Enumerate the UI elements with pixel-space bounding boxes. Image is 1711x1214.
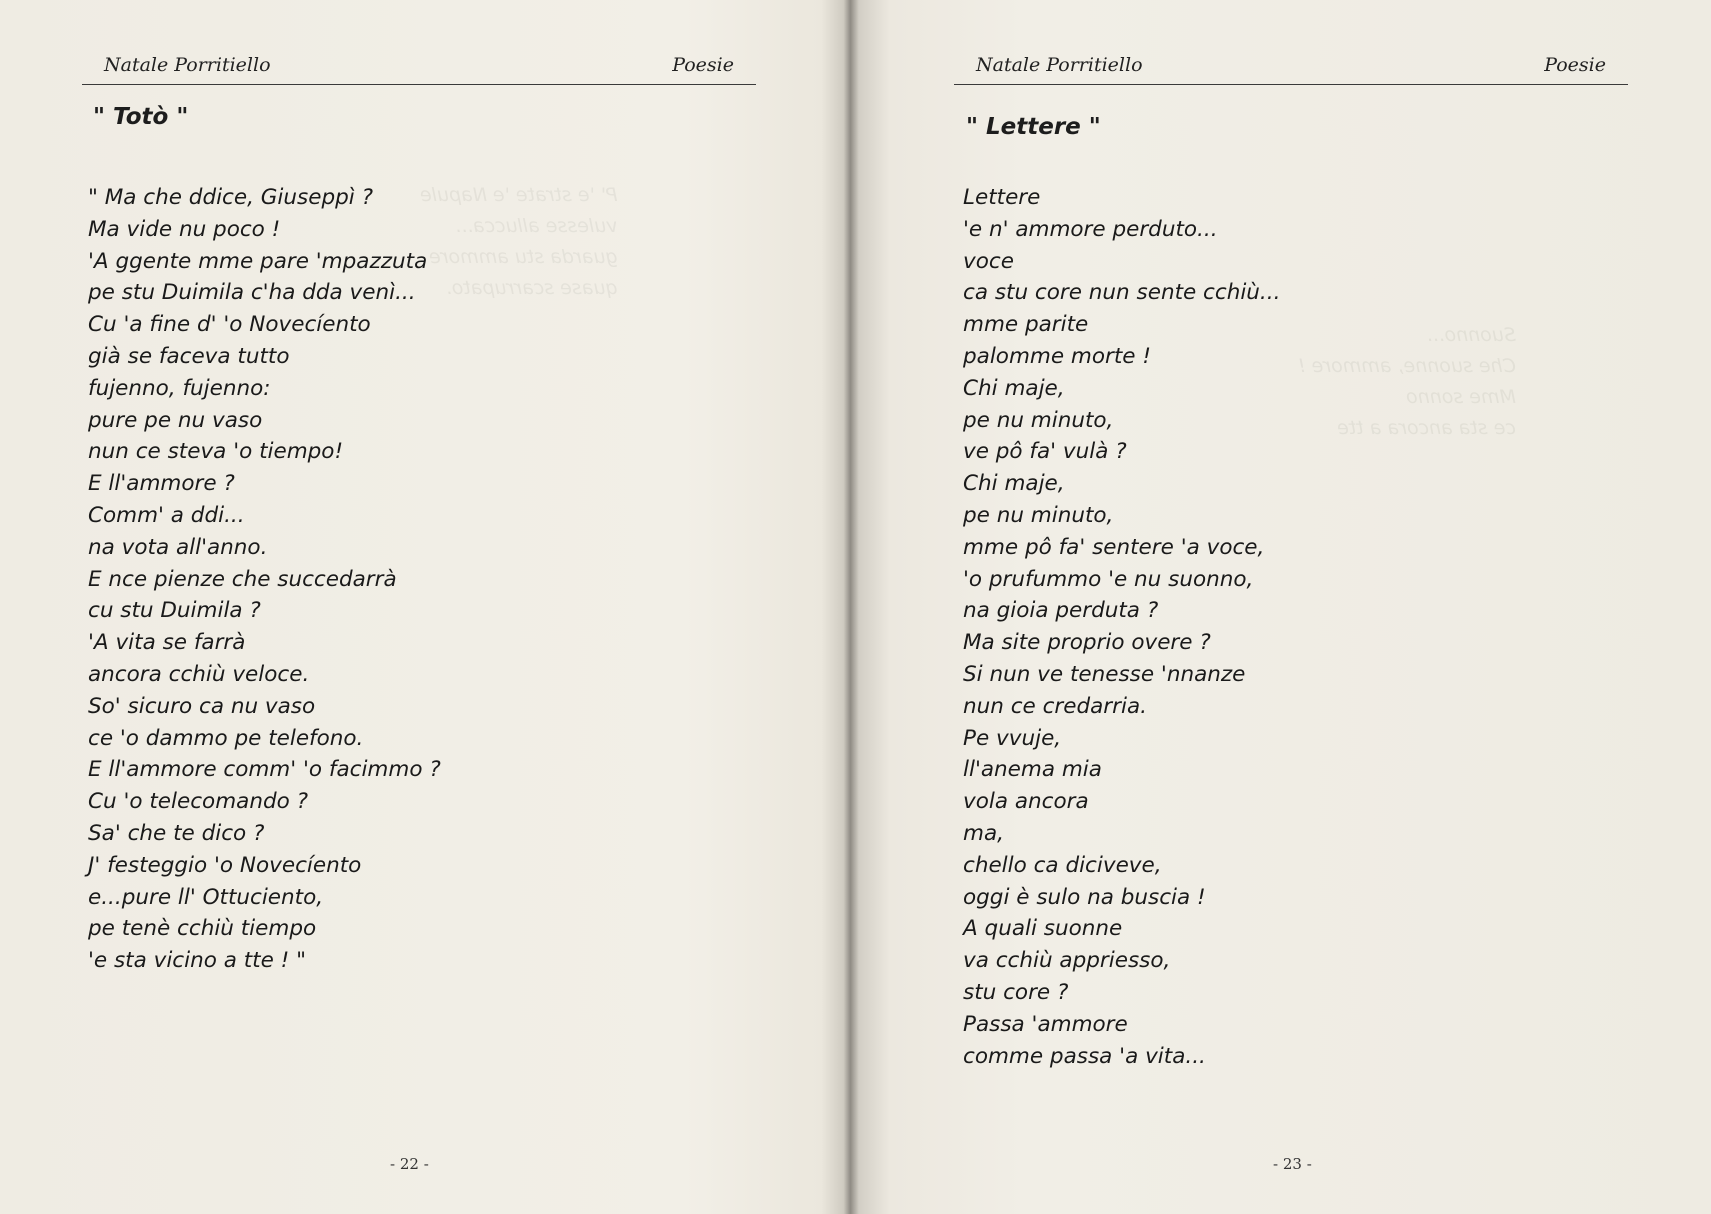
running-header bbox=[82, 40, 756, 85]
poem-verse: ma, bbox=[963, 820, 1004, 846]
header-book-title: Poesie bbox=[672, 54, 734, 76]
poem-verse: pure pe nu vaso bbox=[88, 407, 263, 433]
poem-verse: ancora cchiù veloce. bbox=[88, 661, 310, 687]
poem-verse: Si nun ve tenesse 'nnanze bbox=[963, 661, 1246, 687]
poem-verse: 'A vita se farrà bbox=[88, 630, 246, 656]
poem-verse: Ma vide nu poco ! bbox=[88, 216, 281, 242]
poem-verse: chello ca diciveve, bbox=[963, 852, 1162, 878]
poem-verse: Chi maje, bbox=[963, 375, 1065, 401]
poem-verse: So' sicuro ca nu vaso bbox=[88, 693, 316, 719]
poem-verse: Lettere bbox=[963, 185, 1041, 210]
poem-verse: Cu 'a fine d' 'o Novecíento bbox=[88, 312, 371, 338]
poem-verse: palomme morte ! bbox=[963, 343, 1151, 369]
poem-verse: J' festeggio 'o Novecíento bbox=[88, 852, 362, 878]
running-header bbox=[954, 40, 1628, 85]
poem-verse: stu core ? bbox=[963, 979, 1069, 1005]
poem-verse: 'o prufummo 'e nu suonno, bbox=[963, 566, 1254, 592]
poem-verse: Pe vvuje, bbox=[963, 725, 1062, 751]
header-book-title: Poesie bbox=[1544, 54, 1606, 76]
poem-verse: 'A ggente mme pare 'mpazzuta bbox=[88, 248, 428, 274]
poem-verse: vola ancora bbox=[963, 789, 1089, 815]
poem-verse: comme passa 'a vita... bbox=[963, 1043, 1206, 1069]
poem-title: " Totò " bbox=[93, 104, 189, 130]
poem-verse: ve pô fa' vulà ? bbox=[963, 439, 1127, 465]
poem-verse: mme parite bbox=[963, 312, 1089, 338]
poem-verse: E ll'ammore ? bbox=[88, 471, 235, 497]
poem-verse: nun ce credarria. bbox=[963, 693, 1147, 719]
right-page bbox=[858, 0, 1711, 1214]
poem-verse: già se faceva tutto bbox=[88, 343, 290, 369]
poem-verse: " Ma che ddice, Giuseppì ? bbox=[88, 185, 373, 210]
page-number: - 23 - bbox=[1273, 1155, 1312, 1173]
page-number: - 22 - bbox=[390, 1155, 429, 1173]
poem-verse: Ma site proprio overe ? bbox=[963, 630, 1211, 656]
poem-verses bbox=[963, 182, 1280, 1072]
header-author: Natale Porritiello bbox=[976, 54, 1143, 76]
poem-verse: fujenno, fujenno: bbox=[88, 375, 271, 401]
poem-verse: cu stu Duimila ? bbox=[88, 598, 261, 624]
poem-verse: E ll'ammore comm' 'o facimmo ? bbox=[88, 757, 441, 783]
poem-verse: A quali suonne bbox=[963, 916, 1123, 942]
poem-verse: ll'anema mia bbox=[963, 757, 1102, 783]
poem-verse: Passa 'ammore bbox=[963, 1011, 1128, 1037]
poem-verse: oggi è sulo na buscia ! bbox=[963, 884, 1206, 910]
poem-verse: Sa' che te dico ? bbox=[88, 820, 265, 846]
bleed-through-text: Suonno... Che suonne, ammore ! Mme sonno ce sta ancora a tte bbox=[1298, 324, 1516, 439]
header-author: Natale Porritiello bbox=[104, 54, 271, 76]
poem-verse: na vota all'anno. bbox=[88, 534, 268, 560]
poem-verse: voce bbox=[963, 248, 1014, 274]
left-page bbox=[0, 0, 840, 1214]
poem-verse: ce 'o dammo pe telefono. bbox=[88, 725, 364, 751]
poem-verse: mme pô fa' sentere 'a voce, bbox=[963, 534, 1265, 560]
poem-verse: 'e n' ammore perduto... bbox=[963, 216, 1218, 242]
poem-verse: Cu 'o telecomando ? bbox=[88, 789, 308, 815]
poem-verse: na gioia perduta ? bbox=[963, 598, 1159, 624]
poem-verse: pe tenè cchiù tiempo bbox=[88, 916, 317, 942]
poem-verse: ca stu core nun sente cchiù... bbox=[963, 280, 1281, 306]
poem-verse: E nce pienze che succedarrà bbox=[88, 566, 397, 592]
poem-verse: Chi maje, bbox=[963, 471, 1065, 497]
poem-verse: pe nu minuto, bbox=[963, 407, 1114, 433]
poem-verse: pe nu minuto, bbox=[963, 502, 1114, 528]
poem-verse: e...pure ll' Ottuciento, bbox=[88, 884, 324, 910]
poem-verse: nun ce steva 'o tiempo! bbox=[88, 439, 344, 465]
poem-verse: pe stu Duimila c'ha dda venì... bbox=[88, 280, 416, 306]
poem-verse: Comm' a ddi... bbox=[88, 502, 245, 528]
poem-title: " Lettere " bbox=[966, 114, 1101, 140]
poem-verse: va cchiù appriesso, bbox=[963, 948, 1171, 974]
poem-verses bbox=[88, 182, 441, 977]
bleed-through-text: P' 'e strate 'e Napule vulesse allucca... guarda stu ammore quase scarrupato. bbox=[420, 184, 618, 299]
poem-verse: 'e sta vicino a tte ! " bbox=[88, 948, 306, 974]
